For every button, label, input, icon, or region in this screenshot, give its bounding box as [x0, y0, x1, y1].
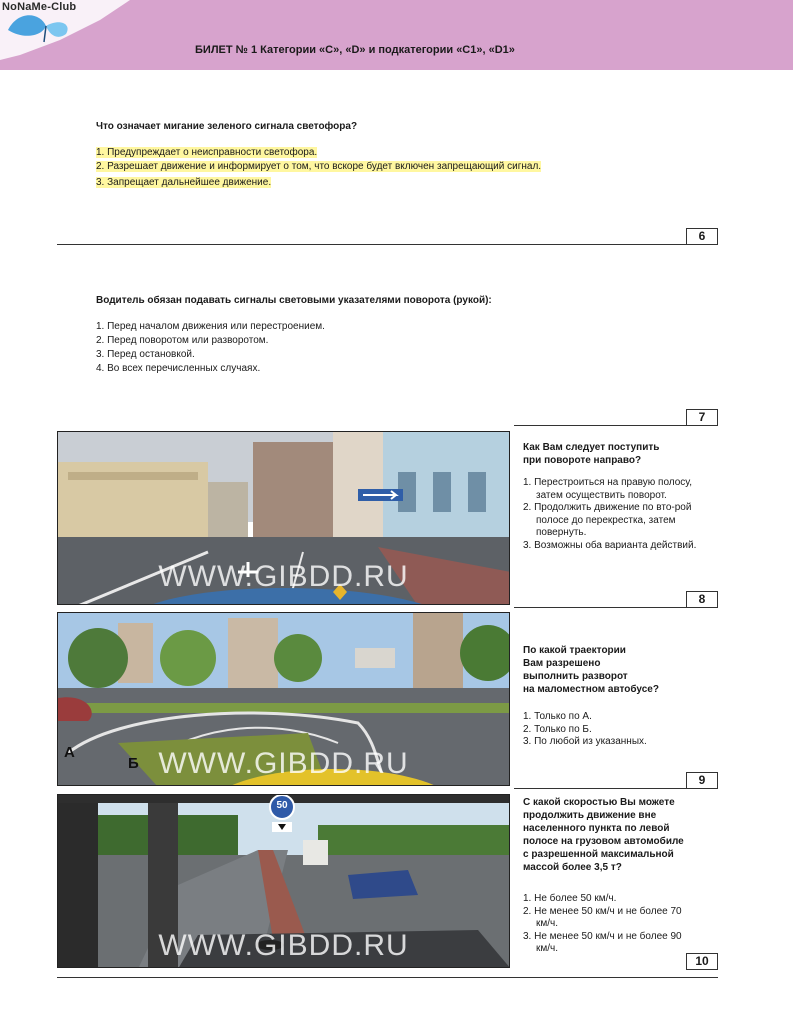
question-8-number: 8: [686, 591, 718, 608]
question-8-photo: [57, 431, 510, 605]
trajectory-b-label: Б: [128, 755, 139, 772]
watermark: WWW.GIBDD.RU: [158, 747, 409, 780]
answer-7-1[interactable]: 1. Перед началом движения или перестроением.: [96, 321, 325, 332]
answer-9-1[interactable]: 1. Только по А.: [523, 711, 592, 722]
answer-10-2[interactable]: 2. Не менее 50 км/ч и не более 70 км/ч.: [523, 905, 682, 929]
question-8-answers: [523, 477, 718, 552]
question-10-answers: [523, 893, 683, 956]
answer-8-2[interactable]: 2. Продолжить движение по вто-рой полосе до перекрестка, затем повернуть.: [523, 502, 692, 538]
divider: [57, 244, 718, 245]
page-header: [0, 0, 793, 70]
answer-8-3[interactable]: 3. Возможны оба варианта действий.: [523, 539, 697, 551]
answer-8-1[interactable]: 1. Перестроиться на правую полосу, затем осуществить поворот.: [523, 477, 693, 501]
answer-6-1[interactable]: 1. Предупреждает о неисправности светофора.: [96, 147, 318, 158]
logo-text: NoNaMe-Club: [2, 1, 77, 13]
question-10-title: С какой скоростью Вы можете продолжить движение вне населенного пункта по левой полосе на грузовом автомобиле с разрешенной максимальной массой более 3,5 т?: [523, 797, 684, 873]
answer-6-2[interactable]: 2. Разрешает движение и информирует о том, что вскоре будет включен запрещающий сигнал.: [96, 161, 542, 172]
question-8-title: Как Вам следует поступить при повороте направо?: [523, 442, 660, 466]
answer-10-1[interactable]: 1. Не более 50 км/ч.: [523, 893, 617, 904]
trajectory-a-label: А: [64, 744, 75, 761]
question-7-number: 7: [686, 409, 718, 426]
question-7-title: Водитель обязан подавать сигналы световыми указателями поворота (рукой):: [96, 295, 492, 306]
watermark: WWW.GIBDD.RU: [158, 560, 409, 593]
question-9-photo: [57, 612, 510, 786]
answer-9-3[interactable]: 3. По любой из указанных.: [523, 736, 647, 747]
question-9-number: 9: [686, 772, 718, 789]
butterfly-logo: [0, 0, 130, 60]
question-10-number: 10: [686, 953, 718, 970]
divider: [57, 977, 718, 978]
question-10-photo: [57, 794, 510, 968]
question-6-number: 6: [686, 228, 718, 245]
answer-7-3[interactable]: 3. Перед остановкой.: [96, 349, 195, 360]
speed-sign-value: 50: [276, 800, 288, 811]
page-title: БИЛЕТ № 1 Категории «С», «D» и подкатегории «С1», «D1»: [195, 44, 515, 56]
question-9-title: По какой траектории Вам разрешено выполнить разворот на маломестном автобусе?: [523, 645, 659, 695]
question-6-title: Что означает мигание зеленого сигнала светофора?: [96, 121, 358, 132]
watermark: WWW.GIBDD.RU: [158, 929, 409, 962]
question-9-answers: [523, 711, 718, 749]
answer-7-2[interactable]: 2. Перед поворотом или разворотом.: [96, 335, 269, 346]
answer-6-3[interactable]: 3. Запрещает дальнейшее движение.: [96, 177, 272, 188]
answer-10-3[interactable]: 3. Не менее 50 км/ч и не более 90 км/ч.: [523, 930, 682, 954]
answer-7-4[interactable]: 4. Во всех перечисленных случаях.: [96, 363, 261, 374]
answer-9-2[interactable]: 2. Только по Б.: [523, 723, 592, 735]
